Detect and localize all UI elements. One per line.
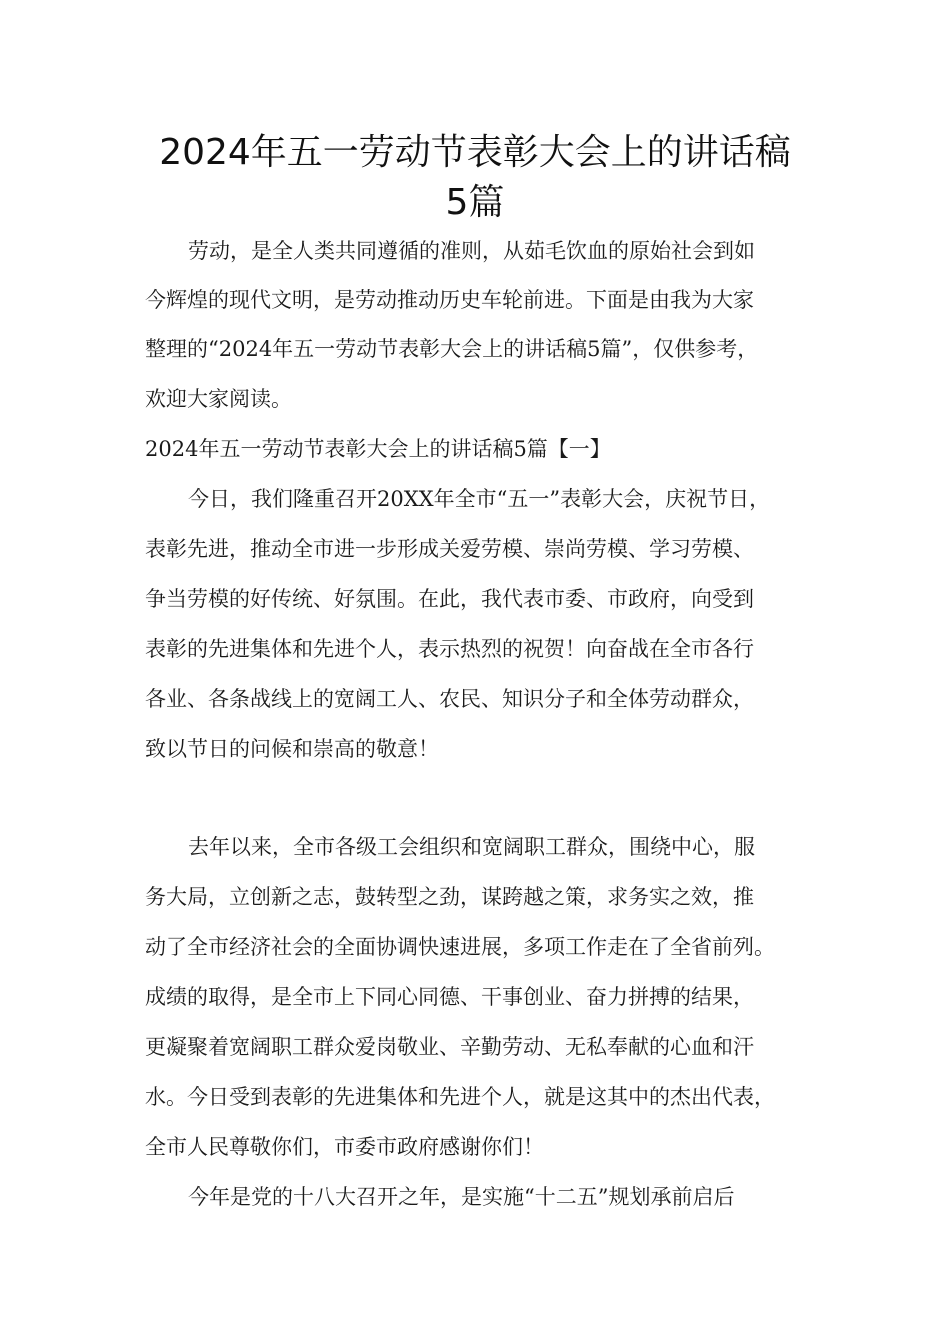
body-text-line: 动了全市经济社会的全面协调快速进展，多项工作走在了全省前列。 xyxy=(145,935,775,959)
section-heading: 2024年五一劳动节表彰大会上的讲话稿5篇【一】 xyxy=(145,437,611,461)
body-text-line: 务大局，立创新之志，鼓转型之劲，谋跨越之策，求务实之效，推 xyxy=(145,885,754,909)
document-title-continued: 5篇 xyxy=(445,182,505,223)
body-text-line: 争当劳模的好传统、好氛围。在此，我代表市委、市政府，向受到 xyxy=(145,587,754,611)
body-text-line: 各业、各条战线上的宽阔工人、农民、知识分子和全体劳动群众， xyxy=(145,687,754,711)
body-text-line: 去年以来，全市各级工会组织和宽阔职工群众，围绕中心，服 xyxy=(188,835,755,859)
body-text-line: 整理的“2024年五一劳动节表彰大会上的讲话稿5篇”，仅供参考， xyxy=(145,337,759,361)
body-text-line: 劳动，是全人类共同遵循的准则，从茹毛饮血的原始社会到如 xyxy=(188,239,755,263)
body-text-line: 今辉煌的现代文明，是劳动推动历史车轮前进。下面是由我为大家 xyxy=(145,288,754,312)
body-text-line: 表彰先进，推动全市进一步形成关爱劳模、崇尚劳模、学习劳模、 xyxy=(145,537,754,561)
body-text-line: 今日，我们隆重召开20XX年全市“五一”表彰大会，庆祝节日， xyxy=(188,487,771,511)
body-text-line: 全市人民尊敬你们，市委市政府感谢你们！ xyxy=(145,1135,544,1159)
document-title: 2024年五一劳动节表彰大会上的讲话稿 xyxy=(159,132,791,173)
body-text-line: 表彰的先进集体和先进个人，表示热烈的祝贺！向奋战在全市各行 xyxy=(145,637,754,661)
body-text-line: 今年是党的十八大召开之年，是实施“十二五”规划承前启后 xyxy=(188,1185,735,1209)
body-text-line: 更凝聚着宽阔职工群众爱岗敬业、辛勤劳动、无私奉献的心血和汗 xyxy=(145,1035,754,1059)
body-text-line: 成绩的取得，是全市上下同心同德、干事创业、奋力拼搏的结果， xyxy=(145,985,754,1009)
body-text-line: 欢迎大家阅读。 xyxy=(145,387,292,411)
body-text-line: 水。今日受到表彰的先进集体和先进个人，就是这其中的杰出代表， xyxy=(145,1085,775,1109)
body-text-line: 致以节日的问候和崇高的敬意！ xyxy=(145,737,439,761)
